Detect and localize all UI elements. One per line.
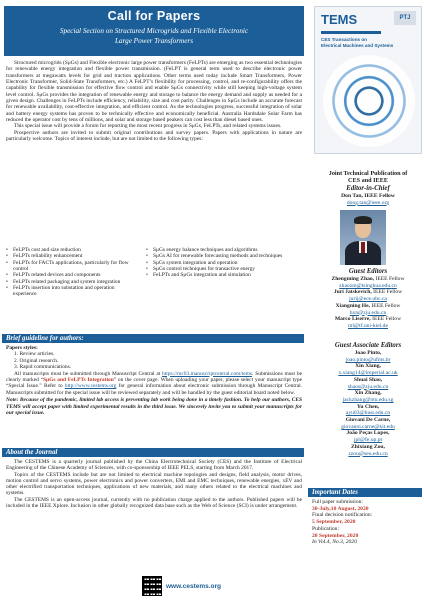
style-item: 3. Rapid communications. [14,364,72,371]
full-paper-label: Full paper submission: [312,499,363,505]
submission-text-2: . Submissions must be clearly marked “ [6,370,302,384]
topic-item: • SμGs control techniques for transactive energy [146,266,302,272]
topics-right [146,247,302,279]
cover-title [321,37,393,48]
manuscript-central-link[interactable]: https://mc03.manuscriptcentral.com/tems [162,370,253,377]
associate-editors: Guest Associate Editors Joao Pinto, joao.pinto@ufms.br Xin Xiang, x.xiang14@imperial.ac.uk Shuai Shao, shaos@zju.edu.cn Xin Zhang, jackzhang@ntu.edu.sg Yu Chen, ayu03@hust.edu.cn Giovani De Carne, giovanni.carne@kit.edu João Peças Lopes, jpl@fe.up.pt Zhixiang Zou, zzou@seu.edu.cn [314,342,422,457]
guest-editor-email[interactable]: hxn@zju.edu.cn [349,309,387,316]
intro-text [6,60,302,142]
submission-text-1: All manuscripts must be submitted through Manuscript Central at [14,370,163,377]
full-paper-date: 30-July,10 August, 2020 [312,505,369,512]
cestems-site-link[interactable]: http://www.cestems.org [64,383,117,390]
intro-paragraph-2: This special issue will provide a forum for reporting the most recent progress in SμGs, FeLPTs, and related systems issues. [14,123,282,130]
editor-portrait [340,210,386,265]
about-paragraph-2: Topics of the CESTEMS include but are not limited to electrical machine topologies and designs, field analysis, motor drives, motion control and servo systems, power electronics and power converters, EMI and EMC techniques, renewable energies, xEV and other electrified transportation techniques, applications of new materials, and many others related to the electrical machines and systems. [6,471,302,497]
about-bar: About the Journal [2,448,304,457]
guideline-bar: Brief guideline for authors: [2,334,304,343]
styles-list [6,351,302,370]
eic-email[interactable]: dong.tan@ieee.org [346,199,390,206]
topic-item: • FeLPTs insertion into substation and operation experience [6,285,136,298]
guest-editor: Xiangning He, IEEE Fellow [335,302,401,309]
joint-line-1: Joint Technical Publication of [328,170,408,177]
eic-name: Don Tan, IEEE Fellow [341,193,395,199]
qr-code [142,576,162,596]
editor-in-chief [314,185,422,206]
topic-item: • SμGs AI for renewable forecasting methods and techniques [146,253,302,259]
intro-paragraph-3: Prospective authors are invited to submit original contributions and survey papers. Papers with applications in nature are particularly welcome. Topics of interest include, but are not limited to the following types: [6,129,302,143]
important-dates [312,499,422,546]
journal-cover [314,6,422,154]
guideline-section [6,345,302,416]
special-section-title: Special Section on Structured Microgrids and Flexible Electronic [59,27,249,35]
cover-band [321,31,381,34]
final-decision-label: Final decision notification: [312,512,373,519]
guest-editor-email[interactable]: zhaozm@tsinghua.edu.cn [339,282,397,289]
styles-heading: Papers styles: [6,345,38,351]
topic-item: • FeLPTs related packaging and system integration [6,279,136,285]
cover-title-1: CES Transactions on [321,37,367,42]
style-item: 1. Review articles. [14,351,55,358]
topic-item: • FeLPTs and SμGs integration and simulation [146,272,302,278]
issue-info: In Vol.4, No.3, 2020 [312,539,357,546]
joint-publication [314,170,422,185]
cover-artwork [323,55,415,147]
publication-label: Publication: [312,525,340,532]
publication-date: 20 September, 2020 [312,532,359,539]
page-title: Call for Papers [107,9,201,23]
submission-mark: SμGs and FeLPTs Integration [43,377,114,384]
submission-text-3: ” on the cover page. When uploading your paper, please select your manuscript type “Special Issue.” Refer to [6,377,302,390]
guest-editor-email[interactable]: ml@tf.uni-kiel.de [348,322,388,329]
partner-logo: PTJ [394,11,416,25]
website-link[interactable]: www.cestems.org [166,583,222,590]
eic-title: Editor-in-Chief [346,185,390,192]
final-decision-date: 5 September, 2020 [312,519,356,526]
topic-item: • SμGs system integration and operation [146,260,302,266]
guest-editors [314,268,422,330]
style-item: 2. Original research. [14,357,59,364]
topic-item: • SμGs energy balance techniques and algorithms [146,247,302,253]
tems-logo: TEMS [321,12,358,27]
special-section-title-2: Large Power Transformers [114,37,193,45]
cover-title-2: Electrical Machines and Systems [321,42,394,48]
topic-item: • FeLPTs reliability enhancement [6,253,136,259]
submission-text-4: for general information about electronic submission through Manuscript Central. Manuscripts submitted for the special issue will be reviewed separately and will be handled by the guest editorial board noted below. [6,383,303,396]
associate-title: Guest Associate Editors [334,342,402,349]
intro-paragraph-1: Structured microgrids (SμGs) and Flexible electronic large power transformers (FeLPTs) are emerging as two essential technologies for renewable energy integration and flexible power transmission. (FeLPT is general term used to describe electronic power transformers at megawatts levels for grid and traction applications. Other terms used today include Smart Transformers, Power Electronic Transformer, Solid-State Transformers, etc.) A FeLPT’s flexibility for processing, control, and re-configurability offers the capability for flexible transmission for effective flow control and enable SμGs connectivity while still keeping high-voltage system level control. SμGs provides the integration of renewable energy and storage to balance the energy demand and supply as needed for a given design. Challenges in FeLPTs include efficiency, reliability, size and cost parity. Challenges in SμGs include an accurate forecast for renewable availability, cost-effective integration, and efficient control. As the technologies progress, successful integration of solar and battery energy systems has proven to be technically effective and economically beneficial. Australia Hardsdale Solar Farm has reduced the operator cost by tens of millions, and solar and storage based peakers can cost less than diesel based ones. [6,60,302,124]
call-for-papers-banner [4,6,304,56]
about-paragraph-3: The CESTEMS is an open-access journal, currently with no publication charge applied to the authors. Published papers will be included in the IEEE Xplore. Inclusion in other globally recognized data base such as the Web of Science (SCI) is under arrangement. [6,496,302,510]
topics-left [6,247,136,298]
guest-editors-title: Guest Editors [348,268,388,275]
topic-item: • FeLPTs related devices and components [6,272,136,278]
guest-editor: Zhengming Zhao, IEEE Fellow [331,276,405,282]
guest-editor: Marco Liserre, IEEE Fellow [334,316,402,323]
topic-item: • FeLPTs cost and size reduction [6,247,136,253]
topic-item: • FeLPTs for FACTs applications, particularly for flow control [6,260,136,273]
joint-line-2: CES and IEEE [348,177,388,185]
guest-editor: Juri Jatskevich, IEEE Fellow [333,289,403,296]
important-dates-bar: Important Dates [308,488,422,497]
submission-text [6,371,302,397]
pandemic-note: Note: Because of the pandemic, limited lab access is preventing lab work being done in a timely fashion. To help our authors, CES TEMS will accept paper with limited experimental results in the third issue. We sincerely invite you to submit your manuscripts for our special issue. [6,397,302,417]
about-section [6,459,302,509]
sidebar [306,0,424,600]
guest-editor-email[interactable]: jurij@ece.ubc.ca [349,296,387,303]
about-paragraph-1: The CESTEMS is a quarterly journal published by the China Electrotechnical Society (CES) and the Institute of Electrical Engineering of the Chinese Academy of Sciences, with co-sponsorship of IEEE PELS, starting from March 2017. [6,459,302,472]
